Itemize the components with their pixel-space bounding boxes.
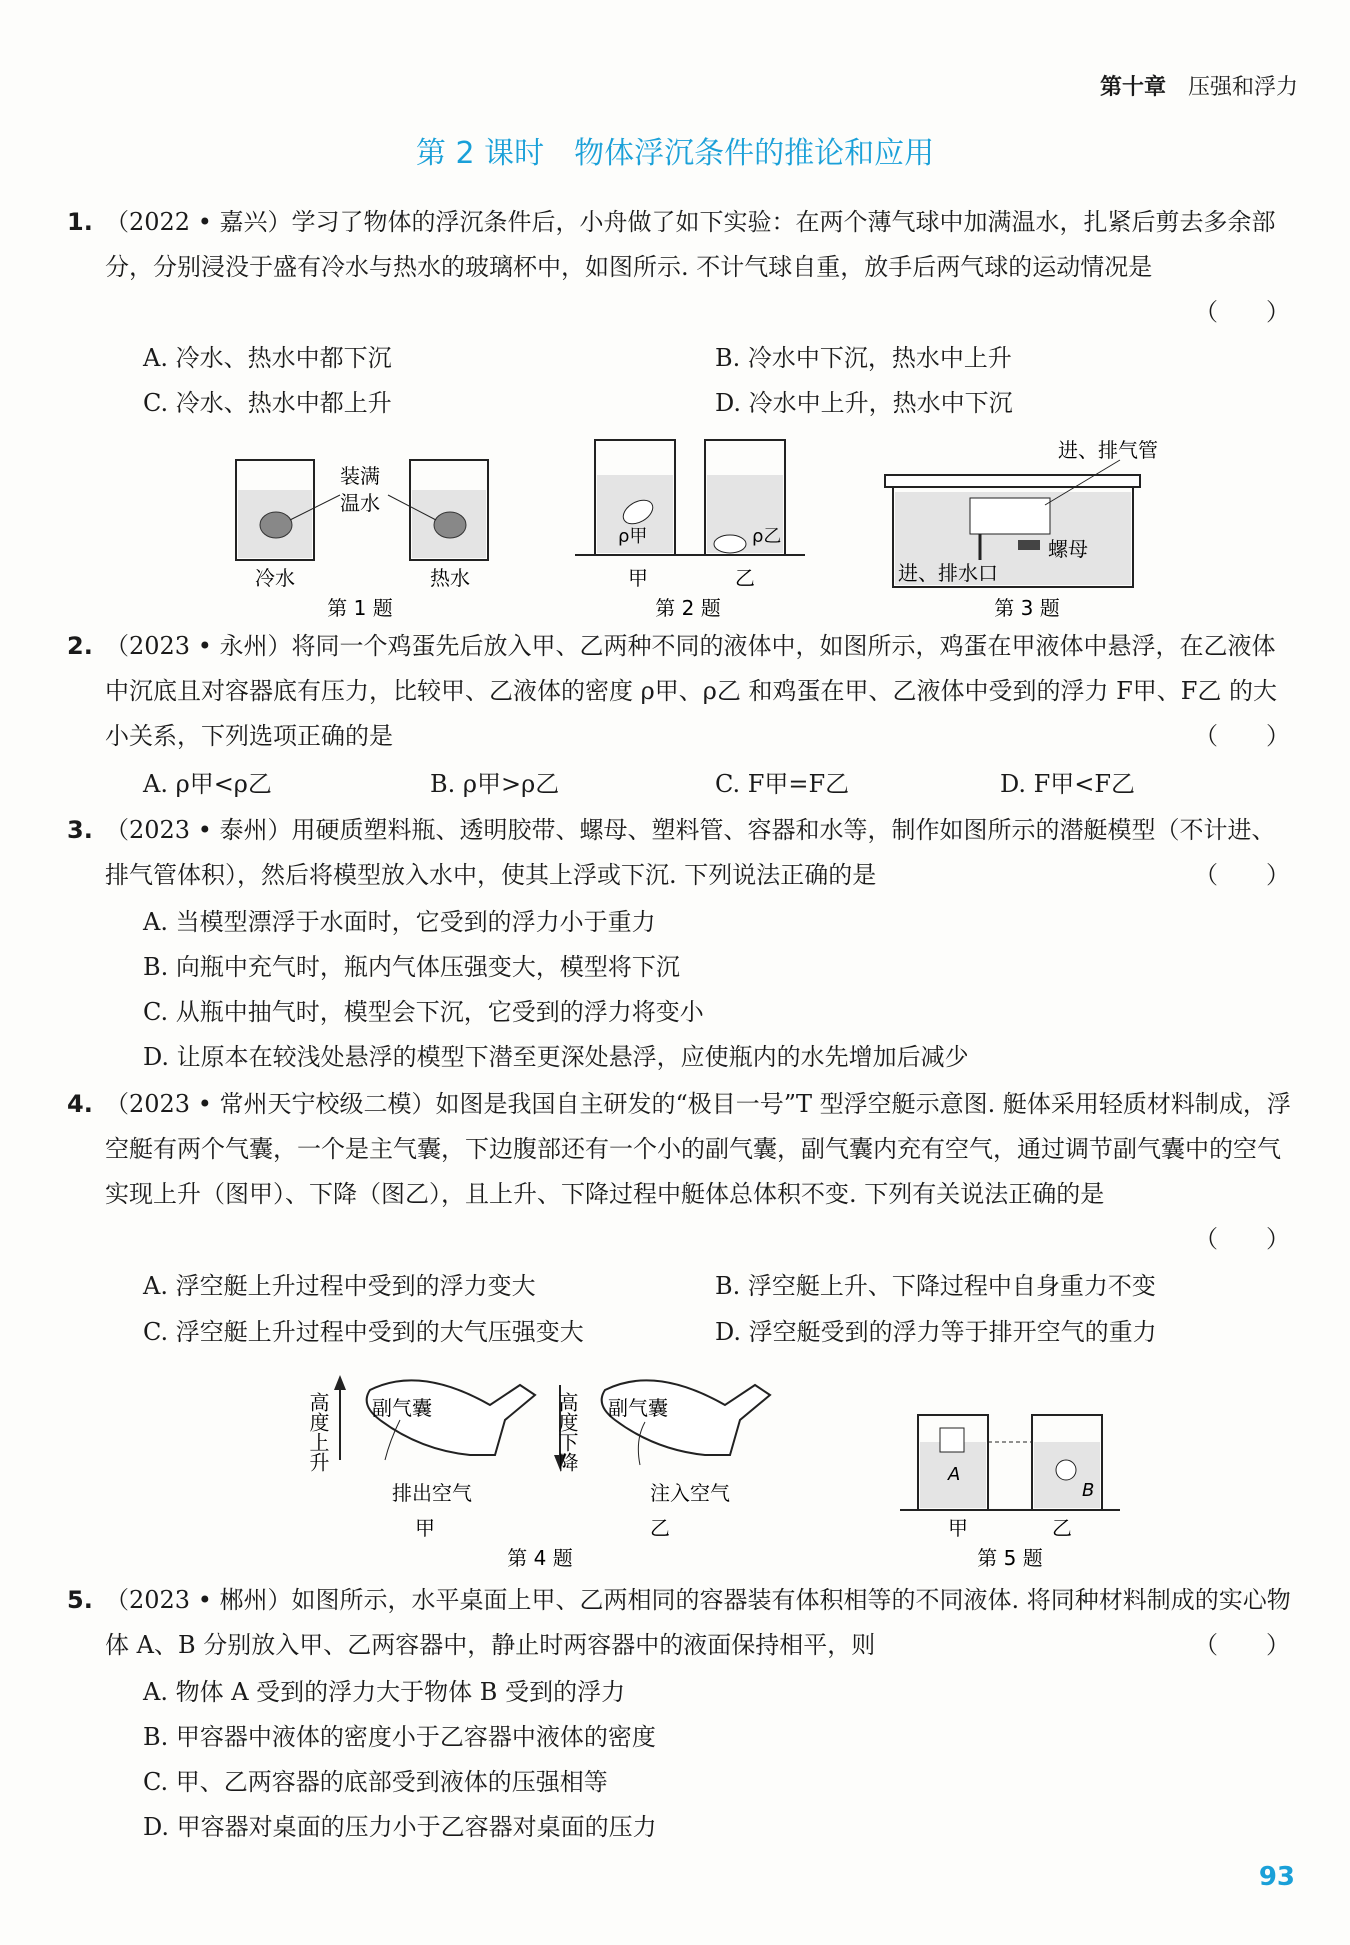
page-number: 93 bbox=[1258, 1862, 1295, 1892]
question-source: （2023 • 永州） bbox=[105, 632, 292, 660]
question-number: 3. bbox=[67, 816, 93, 844]
question-source: （2023 • 常州天宁校级二模） bbox=[105, 1090, 436, 1118]
option-d: D. 甲容器对桌面的压力小于乙容器对桌面的压力 bbox=[143, 1813, 657, 1841]
caption-3: 第 3 题 bbox=[994, 596, 1060, 620]
option-d: D. 浮空艇受到的浮力等于排开空气的重力 bbox=[715, 1318, 1157, 1346]
question-3 bbox=[67, 808, 1295, 898]
caption-2: 第 2 题 bbox=[655, 596, 721, 620]
figure-3 bbox=[885, 438, 1158, 620]
label-jia: 甲 bbox=[415, 1516, 435, 1540]
label-exhaust: 排出空气 bbox=[392, 1481, 472, 1505]
option-d: D. 冷水中上升，热水中下沉 bbox=[715, 389, 1013, 417]
question-source: （2023 • 泰州） bbox=[105, 816, 292, 844]
label-altitude-up: 高度上升 bbox=[306, 1392, 330, 1472]
answer-blank: （ ） bbox=[1194, 1225, 1290, 1253]
question-1 bbox=[67, 200, 1295, 326]
label-bag-2: 副气囊 bbox=[608, 1396, 668, 1420]
option-d: D. 让原本在较浅处悬浮的模型下潜至更深处悬浮，应使瓶内的水先增加后减少 bbox=[143, 1043, 969, 1071]
figure-4 bbox=[306, 1375, 770, 1570]
figure-5 bbox=[900, 1415, 1120, 1570]
chapter-label: 第十章 bbox=[1099, 75, 1166, 100]
question-stem: 学习了物体的浮沉条件后，小舟做了如下实验：在两个薄气球中加满温水，扎紧后剪去多余部分，分别浸没于盛有冷水与热水的玻璃杯中，如图所示. 不计气球自重，放手后两气球的运动情况是 bbox=[105, 208, 1276, 281]
label-b: B bbox=[1082, 1480, 1095, 1501]
caption-1: 第 1 题 bbox=[327, 596, 393, 620]
question-number: 5. bbox=[67, 1586, 93, 1614]
option-c: C. F甲=F乙 bbox=[715, 770, 850, 798]
option-a: A. 冷水、热水中都下沉 bbox=[143, 344, 392, 372]
option-a: A. 浮空艇上升过程中受到的浮力变大 bbox=[143, 1272, 536, 1300]
answer-blank: （ ） bbox=[1194, 722, 1290, 750]
figures-row-1 bbox=[0, 430, 1350, 630]
label-pipe: 进、排气管 bbox=[1058, 438, 1158, 462]
option-b: B. 冷水中下沉，热水中上升 bbox=[715, 344, 1012, 372]
question-4 bbox=[67, 1082, 1295, 1253]
question-number: 1. bbox=[67, 208, 93, 236]
option-a: A. ρ甲<ρ乙 bbox=[143, 770, 272, 798]
label-hot-water: 热水 bbox=[430, 566, 470, 590]
label-inject: 注入空气 bbox=[650, 1481, 730, 1505]
question-2 bbox=[67, 624, 1295, 759]
label-a: A bbox=[948, 1464, 961, 1485]
figures-row-2 bbox=[0, 1360, 1350, 1575]
option-a: A. 物体 A 受到的浮力大于物体 B 受到的浮力 bbox=[143, 1678, 626, 1706]
caption-4: 第 4 题 bbox=[507, 1546, 573, 1570]
label-jia: 甲 bbox=[948, 1516, 968, 1540]
lesson-title: 第 2 课时 物体浮沉条件的推论和应用 bbox=[415, 136, 935, 171]
option-d: D. F甲<F乙 bbox=[1000, 770, 1136, 798]
label-nut: 螺母 bbox=[1048, 537, 1088, 561]
option-b: B. 向瓶中充气时，瓶内气体压强变大，模型将下沉 bbox=[143, 953, 680, 981]
answer-blank: （ ） bbox=[1194, 298, 1290, 326]
question-stem: 如图是我国自主研发的“极目一号”T 型浮空艇示意图. 艇体采用轻质材料制成，浮空艇有两个气囊，一个是主气囊，下边腹部还有一个小的副气囊，副气囊内充有空气，通过调节副气囊中的空气实现上升（图甲）、下降（图乙），且上升、下降过程中艇体总体积不变. 下列有关说法正确的是 bbox=[105, 1090, 1291, 1208]
option-b: B. ρ甲>ρ乙 bbox=[430, 770, 560, 798]
label-yi: 乙 bbox=[1052, 1516, 1072, 1540]
label-jia: 甲 bbox=[628, 566, 648, 590]
label-bag-1: 副气囊 bbox=[372, 1396, 432, 1420]
label-yi: 乙 bbox=[735, 566, 755, 590]
question-5 bbox=[67, 1578, 1295, 1668]
label-altitude-down: 高度下降 bbox=[555, 1392, 579, 1472]
option-b: B. 甲容器中液体的密度小于乙容器中液体的密度 bbox=[143, 1723, 656, 1751]
question-source: （2023 • 郴州） bbox=[105, 1586, 292, 1614]
option-c: C. 从瓶中抽气时，模型会下沉，它受到的浮力将变小 bbox=[143, 998, 704, 1026]
option-c: C. 浮空艇上升过程中受到的大气压强变大 bbox=[143, 1318, 584, 1346]
chapter-topic: 压强和浮力 bbox=[1187, 75, 1298, 100]
label-yi: 乙 bbox=[650, 1516, 670, 1540]
question-stem: 用硬质塑料瓶、透明胶带、螺母、塑料管、容器和水等，制作如图所示的潜艇模型（不计进、排气管体积），然后将模型放入水中，使其上浮或下沉. 下列说法正确的是 bbox=[105, 816, 1276, 889]
question-number: 4. bbox=[67, 1090, 93, 1118]
label-rho-jia: ρ甲 bbox=[618, 526, 648, 547]
answer-blank: （ ） bbox=[1194, 1631, 1290, 1659]
question-stem: 如图所示，水平桌面上甲、乙两相同的容器装有体积相等的不同液体. 将同种材料制成的实心物体 A、B 分别放入甲、乙两容器中，静止时两容器中的液面保持相平，则 bbox=[105, 1586, 1291, 1659]
figure-2 bbox=[575, 440, 805, 620]
label-rho-yi: ρ乙 bbox=[752, 526, 782, 547]
question-stem: 将同一个鸡蛋先后放入甲、乙两种不同的液体中，如图所示，鸡蛋在甲液体中悬浮，在乙液体中沉底且对容器底有压力，比较甲、乙液体的密度 ρ甲、ρ乙 和鸡蛋在甲、乙液体中受到的浮力 F甲、F乙 的大小关系，下列选项正确的是 bbox=[105, 632, 1278, 750]
label-inlet: 进、排水口 bbox=[898, 561, 998, 585]
label-full: 装满 bbox=[340, 464, 380, 488]
figure-1 bbox=[236, 460, 488, 620]
option-b: B. 浮空艇上升、下降过程中自身重力不变 bbox=[715, 1272, 1156, 1300]
answer-blank: （ ） bbox=[1194, 861, 1290, 889]
label-cold-water: 冷水 bbox=[255, 566, 295, 590]
option-c: C. 甲、乙两容器的底部受到液体的压强相等 bbox=[143, 1768, 608, 1796]
chapter-header bbox=[1100, 70, 1298, 101]
option-a: A. 当模型漂浮于水面时，它受到的浮力小于重力 bbox=[143, 908, 656, 936]
label-warm-water: 温水 bbox=[340, 491, 380, 515]
option-c: C. 冷水、热水中都上升 bbox=[143, 389, 392, 417]
question-source: （2022 • 嘉兴） bbox=[105, 208, 292, 236]
question-number: 2. bbox=[67, 632, 93, 660]
caption-5: 第 5 题 bbox=[977, 1546, 1043, 1570]
